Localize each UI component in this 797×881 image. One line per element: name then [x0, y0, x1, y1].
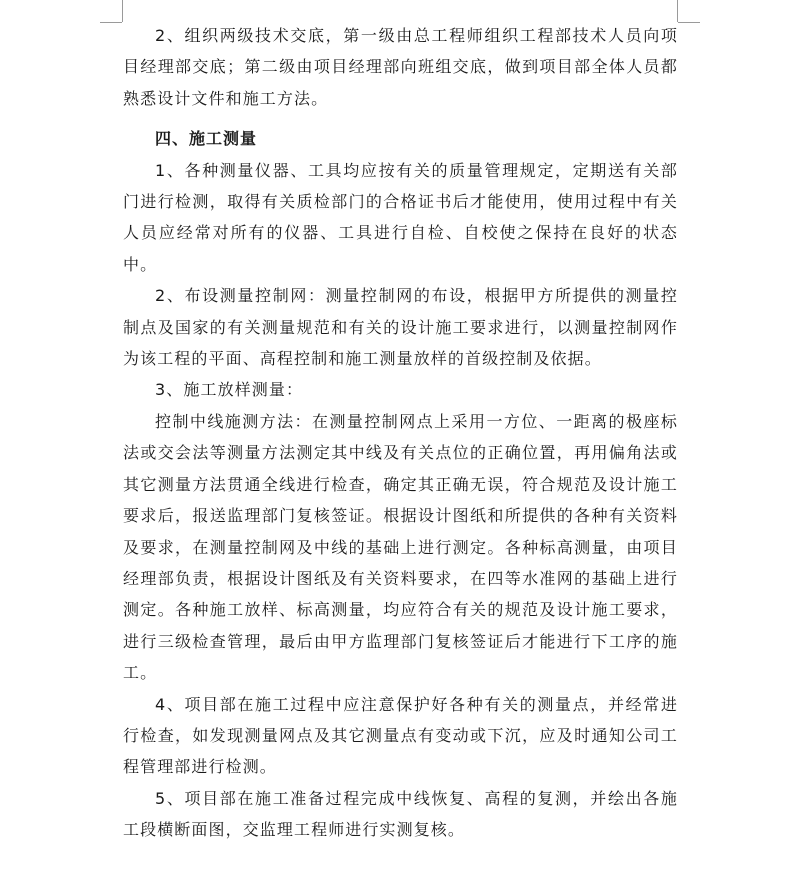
crop-mark-top-right-horizontal [678, 22, 700, 23]
document-body [123, 20, 678, 846]
section-heading-construction-survey: 四、施工测量 [155, 129, 258, 149]
paragraph-control-network: 2、布设测量控制网：测量控制网的布设，根据甲方所提供的测量控制点及国家的有关测量规范和有关的设计施工要求进行，以测量控制网作为该工程的平面、高程控制和施工测量放样的首级控制及依据。 [123, 286, 678, 369]
paragraph-stakeout-survey-title: 3、施工放样测量： [155, 380, 304, 400]
crop-mark-top-left-horizontal [100, 22, 122, 23]
paragraph-cross-section-survey: 5、项目部在施工准备过程完成中线恢复、高程的复测，并绘出各施工段横断面图，交监理工程师进行实测复核。 [123, 788, 678, 840]
paragraph-centerline-method: 控制中线施测方法：在测量控制网点上采用一方位、一距离的极座标法或交会法等测量方法测定其中线及有关点位的正确位置，再用偏角法或其它测量方法贯通全线进行检查，确定其正确无误，符合规范及设计施工要求后，报送监理部门复核签证。根据设计图纸和所提供的各种有关资料及要求，在测量控制网及中线的基础上进行测定。各种标高测量，由项目经理部负责，根据设计图纸及有关资料要求，在四等水准网的基础上进行测定。各种施工放样、标高测量，均应符合有关的规范及设计施工要求，进行三级检查管理，最后由甲方监理部门复核签证后才能进行下工序的施工。 [123, 411, 678, 683]
paragraph-technical-briefing: 2、组织两级技术交底，第一级由总工程师组织工程部技术人员向项目经理部交底；第二级由项目经理部向班组交底，做到项目部全体人员都熟悉设计文件和施工方法。 [123, 26, 678, 108]
paragraph-instrument-inspection: 1、各种测量仪器、工具均应按有关的质量管理规定，定期送有关部门进行检测，取得有关质检部门的合格证书后才能使用，使用过程中有关人员应经常对所有的仪器、工具进行自检、自校使之保持在良好的状态中。 [123, 160, 678, 274]
crop-mark-top-left [122, 0, 123, 22]
crop-mark-top-right [677, 0, 678, 22]
paragraph-survey-point-protection: 4、项目部在施工过程中应注意保护好各种有关的测量点，并经常进行检查，如发现测量网点及其它测量点有变动或下沉，应及时通知公司工程管理部进行检测。 [123, 694, 678, 777]
